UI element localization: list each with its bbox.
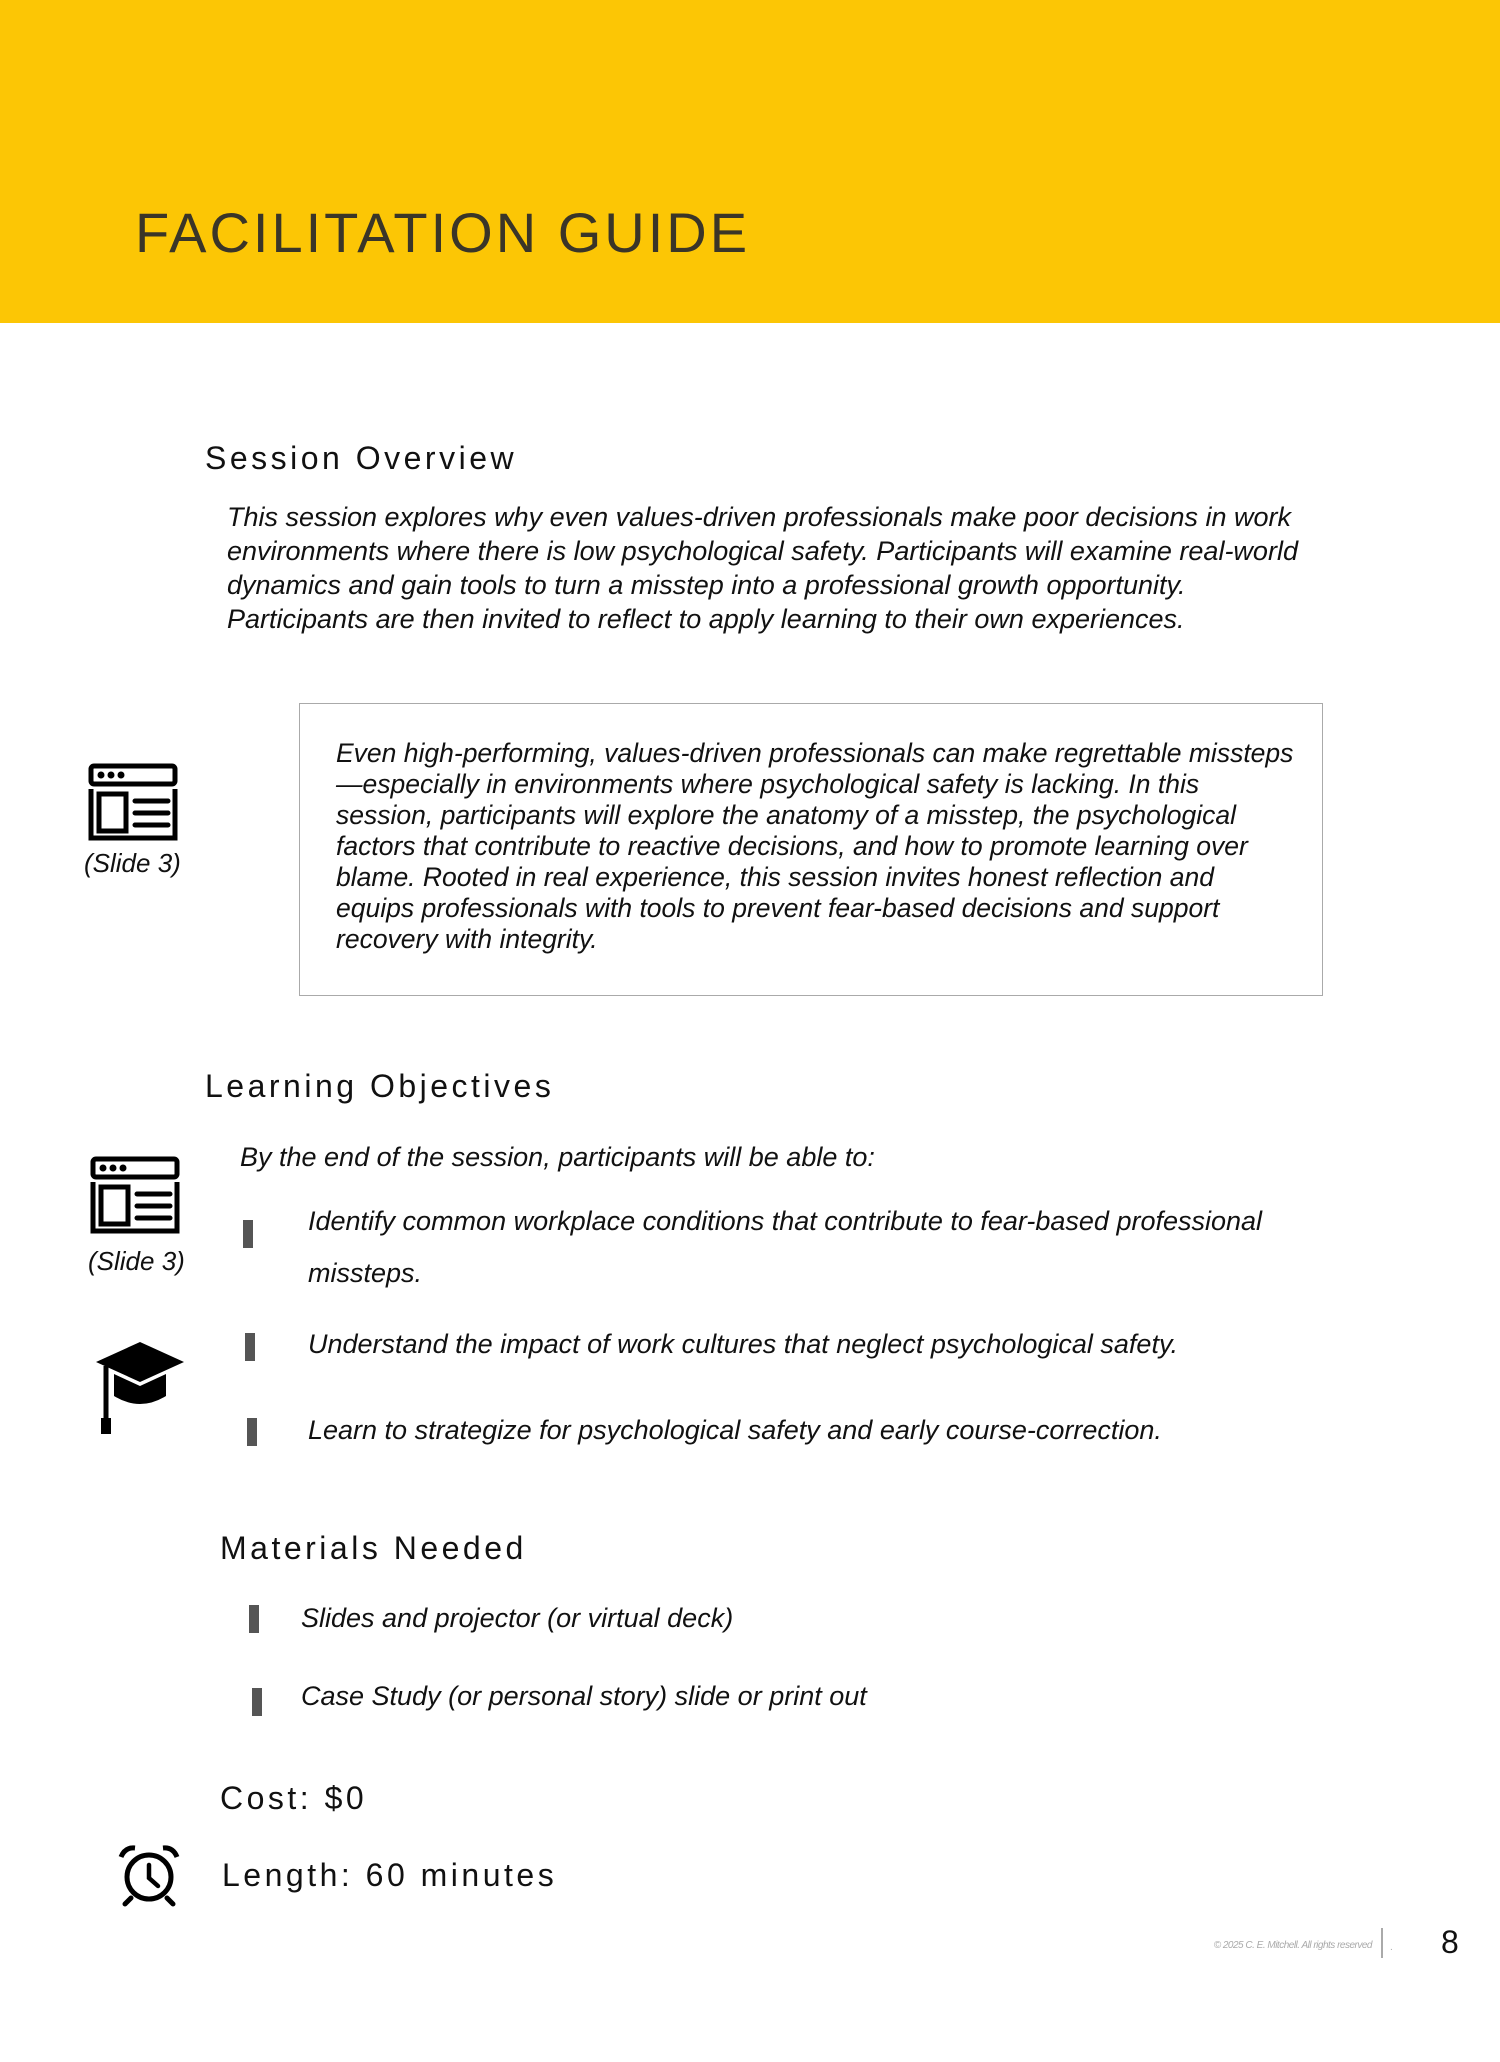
graduation-cap-icon xyxy=(94,1340,186,1436)
cost-text: Cost: $0 xyxy=(220,1780,368,1816)
bullet-marker xyxy=(247,1418,257,1446)
bullet-marker xyxy=(243,1220,253,1248)
session-overview-heading: Session Overview xyxy=(205,440,518,476)
objectives-intro: By the end of the session, participants will be able to: xyxy=(240,1142,875,1172)
materials-heading: Materials Needed xyxy=(220,1530,527,1566)
copyright-text: © 2025 C. E. Mitchell. All rights reserved xyxy=(1213,1940,1372,1951)
callout-text: Even high-performing, values-driven professionals can make regrettable missteps—especially in environments where psychological safety is lacking. In this session, participants will explore the anatomy of a misstep, the psychological factors that contribute to reactive decisions, and how to promote learning over blame. Rooted in real experience, this session invites honest reflection and equips professionals with tools to prevent fear-based decisions and support recovery with integrity. xyxy=(336,738,1294,954)
bullet-marker xyxy=(252,1688,262,1716)
objective-item: Learn to strategize for psychological safety and early course-correction. xyxy=(308,1415,1162,1445)
slide-icon xyxy=(90,1156,180,1234)
alarm-clock-icon xyxy=(117,1843,181,1907)
header-band xyxy=(0,0,1500,323)
footer-dot: . xyxy=(1390,1942,1393,1953)
page-title: FACILITATION GUIDE xyxy=(135,201,751,264)
footer-divider xyxy=(1381,1928,1383,1958)
slide-icon xyxy=(88,763,178,841)
session-overview-paragraph: This session explores why even values-driven professionals make poor decisions in work environments where there is low psychological safety. Participants will examine real-world dynamics and gain tools to turn a misstep into a professional growth opportunity. Participants are then invited to reflect to apply learning to their own experiences. xyxy=(227,502,1298,634)
slide-label: (Slide 3) xyxy=(88,1246,185,1276)
learning-objectives-heading: Learning Objectives xyxy=(205,1068,555,1104)
objective-item: Identify common workplace conditions that contribute to fear-based professional missteps. xyxy=(308,1206,1263,1288)
page-number: 8 xyxy=(1441,1924,1459,1960)
bullet-marker xyxy=(245,1333,255,1361)
slide-label: (Slide 3) xyxy=(84,848,181,878)
length-text: Length: 60 minutes xyxy=(222,1857,558,1893)
material-item: Slides and projector (or virtual deck) xyxy=(301,1603,734,1633)
material-item: Case Study (or personal story) slide or print out xyxy=(301,1681,867,1711)
objective-item: Understand the impact of work cultures that neglect psychological safety. xyxy=(308,1329,1178,1359)
bullet-marker xyxy=(249,1605,259,1633)
